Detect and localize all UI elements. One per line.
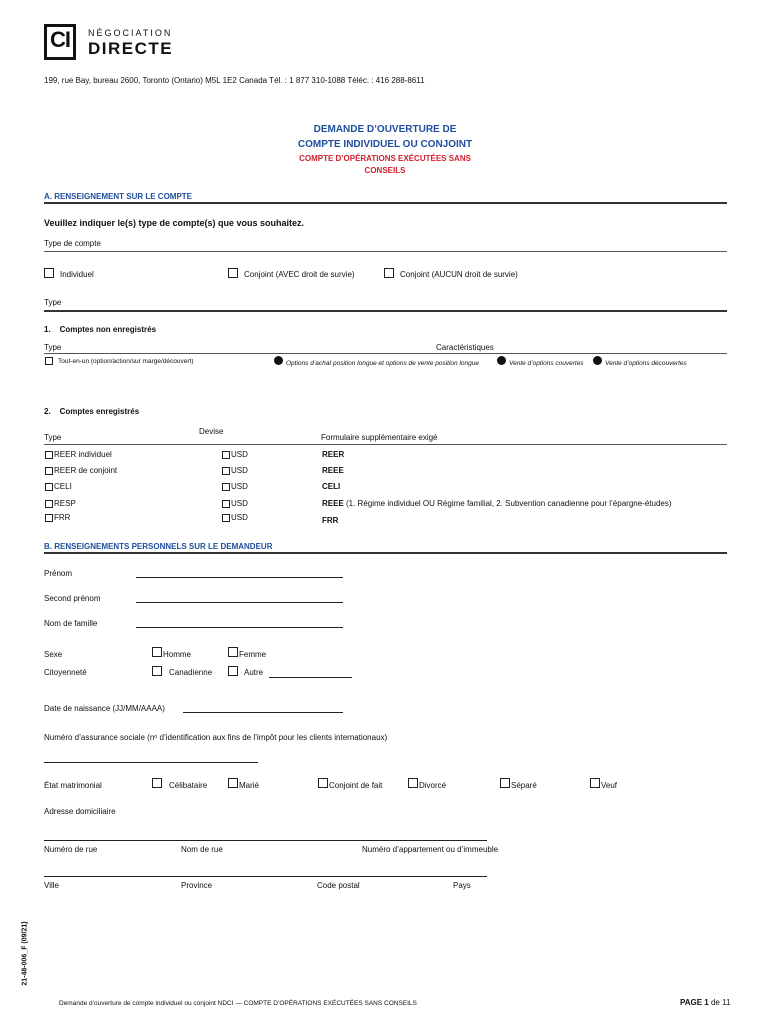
resp-checkbox[interactable] (45, 500, 53, 508)
feature-long-options-label: Options d’achat position longue et options de vente position longue (286, 360, 479, 367)
registered-title: 2. Comptes enregistrés (44, 407, 140, 416)
common-law-checkbox[interactable] (318, 778, 328, 788)
row-type: REER individuel (54, 450, 112, 459)
single-checkbox[interactable] (152, 778, 162, 788)
separated-checkbox[interactable] (500, 778, 510, 788)
middle-name-label: Second prénom (44, 594, 101, 603)
logo-top-text: NÉGOCIATION (88, 28, 173, 38)
canadian-checkbox[interactable] (152, 666, 162, 676)
sin-label: Numéro d’assurance sociale (nᵒ d’identification aux fins de l’impôt pour les clients internationaux) (44, 733, 388, 742)
tout-en-un-checkbox[interactable] (45, 357, 53, 365)
last-name-label: Nom de famille (44, 619, 98, 628)
divorced-label: Divorcé (419, 781, 447, 790)
individuel-checkbox[interactable] (44, 268, 54, 278)
country-label: Pays (453, 881, 471, 890)
separated-label: Séparé (511, 781, 537, 790)
divider (44, 353, 727, 354)
female-checkbox[interactable] (228, 647, 238, 657)
celi-checkbox[interactable] (45, 483, 53, 491)
resp-form-detail: (1. Régime individuel OU Régime familial, 2. Subvention canadienne pour l’épargne-études) (346, 499, 672, 508)
feature-bullet-3[interactable] (593, 356, 602, 365)
row-type: CELI (54, 482, 72, 491)
usd-checkbox[interactable] (222, 514, 230, 522)
page-total: de 11 (710, 998, 731, 1007)
conjoint-aucun-checkbox[interactable] (384, 268, 394, 278)
usd-checkbox[interactable] (222, 451, 230, 459)
features-label: Caractéristiques (436, 343, 494, 352)
feature-bullet-2[interactable] (497, 356, 506, 365)
last-name-field[interactable] (136, 627, 343, 628)
female-label: Femme (239, 650, 267, 659)
widowed-checkbox[interactable] (590, 778, 600, 788)
frr-checkbox[interactable] (45, 514, 53, 522)
non-registered-type-label: Type (44, 343, 62, 352)
row-devise: USD (231, 466, 248, 475)
row-form: CELI (322, 482, 341, 491)
form-subtitle-line2: CONSEILS (364, 166, 406, 175)
col-devise-header: Devise (199, 427, 224, 436)
row-form: REEE (322, 466, 344, 475)
non-registered-title: 1. Comptes non enregistrés (44, 325, 157, 334)
col-type-header: Type (44, 433, 62, 442)
row-form: REER (322, 450, 345, 459)
sin-field[interactable] (44, 762, 258, 763)
single-label: Célibataire (169, 781, 208, 790)
divider (44, 444, 727, 445)
conjoint-avec-checkbox[interactable] (228, 268, 238, 278)
row-type: FRR (54, 513, 71, 522)
form-title-line2: COMPTE INDIVIDUEL OU CONJOINT (297, 139, 473, 150)
conjoint-aucun-label: Conjoint (AUCUN droit de survie) (400, 270, 518, 279)
row-devise: USD (231, 482, 248, 491)
logo (44, 24, 174, 64)
other-citizenship-checkbox[interactable] (228, 666, 238, 676)
row-form: FRR (322, 516, 339, 525)
usd-checkbox[interactable] (222, 467, 230, 475)
dob-label: Date de naissance (JJ/MM/AAAA) (44, 704, 165, 713)
male-label: Homme (163, 650, 192, 659)
divider (44, 251, 727, 252)
row-devise: USD (231, 513, 248, 522)
reer-individuel-checkbox[interactable] (45, 451, 53, 459)
feature-bullet-1[interactable] (274, 356, 283, 365)
row-type: RESP (54, 499, 76, 508)
widowed-label: Veuf (601, 781, 618, 790)
married-checkbox[interactable] (228, 778, 238, 788)
row-devise: USD (231, 499, 248, 508)
street-name-label: Nom de rue (181, 845, 223, 854)
marital-status-label: État matrimonial (44, 781, 102, 790)
first-name-label: Prénom (44, 569, 73, 578)
form-code: 21-48-006_F (09/21) (21, 921, 29, 986)
apartment-number-label: Numéro d’appartement ou d’immeuble (362, 845, 499, 854)
row-type: REER de conjoint (54, 466, 118, 475)
other-citizenship-field[interactable] (269, 677, 352, 678)
col-form-header: Formulaire supplémentaire exigé (321, 433, 438, 442)
type-label: Type (44, 298, 62, 307)
province-label: Province (181, 881, 213, 890)
individuel-label: Individuel (60, 270, 94, 279)
section-a-divider (44, 202, 727, 204)
sex-label: Sexe (44, 650, 63, 659)
divider (44, 310, 727, 312)
divorced-checkbox[interactable] (408, 778, 418, 788)
common-law-label: Conjoint de fait (329, 781, 383, 790)
account-type-instruction: Veuillez indiquer le(s) type de compte(s) que vous souhaitez. (44, 218, 305, 228)
reer-conjoint-checkbox[interactable] (45, 467, 53, 475)
feature-naked-options-label: Vente d’options découvertes (605, 360, 687, 367)
tout-en-un-label: Tout-en-un (option/action/sur marge/découvert) (58, 358, 194, 365)
city-label: Ville (44, 881, 59, 890)
home-address-label: Adresse domiciliaire (44, 807, 116, 816)
street-address-field[interactable] (44, 840, 487, 841)
section-b-divider (44, 552, 727, 554)
male-checkbox[interactable] (152, 647, 162, 657)
company-address: 199, rue Bay, bureau 2600, Toronto (Ontario) M5L 1E2 Canada Tél. : 1 877 310-1088 Téléc. : 416 288-8611 (44, 76, 425, 85)
postal-code-label: Code postal (317, 881, 360, 890)
page-number (680, 998, 730, 1007)
conjoint-avec-label: Conjoint (AVEC droit de survie) (244, 270, 355, 279)
street-number-label: Numéro de rue (44, 845, 98, 854)
row-form: REEE (322, 499, 344, 508)
usd-checkbox[interactable] (222, 483, 230, 491)
citizenship-label: Citoyenneté (44, 668, 87, 677)
footer-text: Demande d’ouverture de compte individuel ou conjoint NDCI — COMPTE D’OPÉRATIONS EXÉCUTÉES SANS CONSEILS (59, 1000, 417, 1007)
logo-letters: CI (50, 27, 70, 52)
city-address-field[interactable] (44, 876, 487, 877)
form-subtitle-line1: COMPTE D’OPÉRATIONS EXÉCUTÉES SANS (299, 154, 471, 163)
section-a-heading: A. RENSEIGNEMENT SUR LE COMPTE (44, 192, 193, 201)
usd-checkbox[interactable] (222, 500, 230, 508)
dob-field[interactable] (183, 712, 343, 713)
logo-bottom-text: DIRECTE (88, 39, 174, 58)
canadian-label: Canadienne (169, 668, 213, 677)
form-title-line1: DEMANDE D’OUVERTURE DE (313, 124, 457, 135)
row-devise: USD (231, 450, 248, 459)
married-label: Marié (239, 781, 260, 790)
feature-covered-options-label: Vente d’options couvertes (509, 360, 584, 367)
other-citizenship-label: Autre (244, 668, 264, 677)
account-type-label: Type de compte (44, 239, 101, 248)
section-b-heading: B. RENSEIGNEMENTS PERSONNELS SUR LE DEMANDEUR (44, 542, 273, 551)
middle-name-field[interactable] (136, 602, 343, 603)
first-name-field[interactable] (136, 577, 343, 578)
page-label: PAGE 1 (680, 998, 709, 1007)
